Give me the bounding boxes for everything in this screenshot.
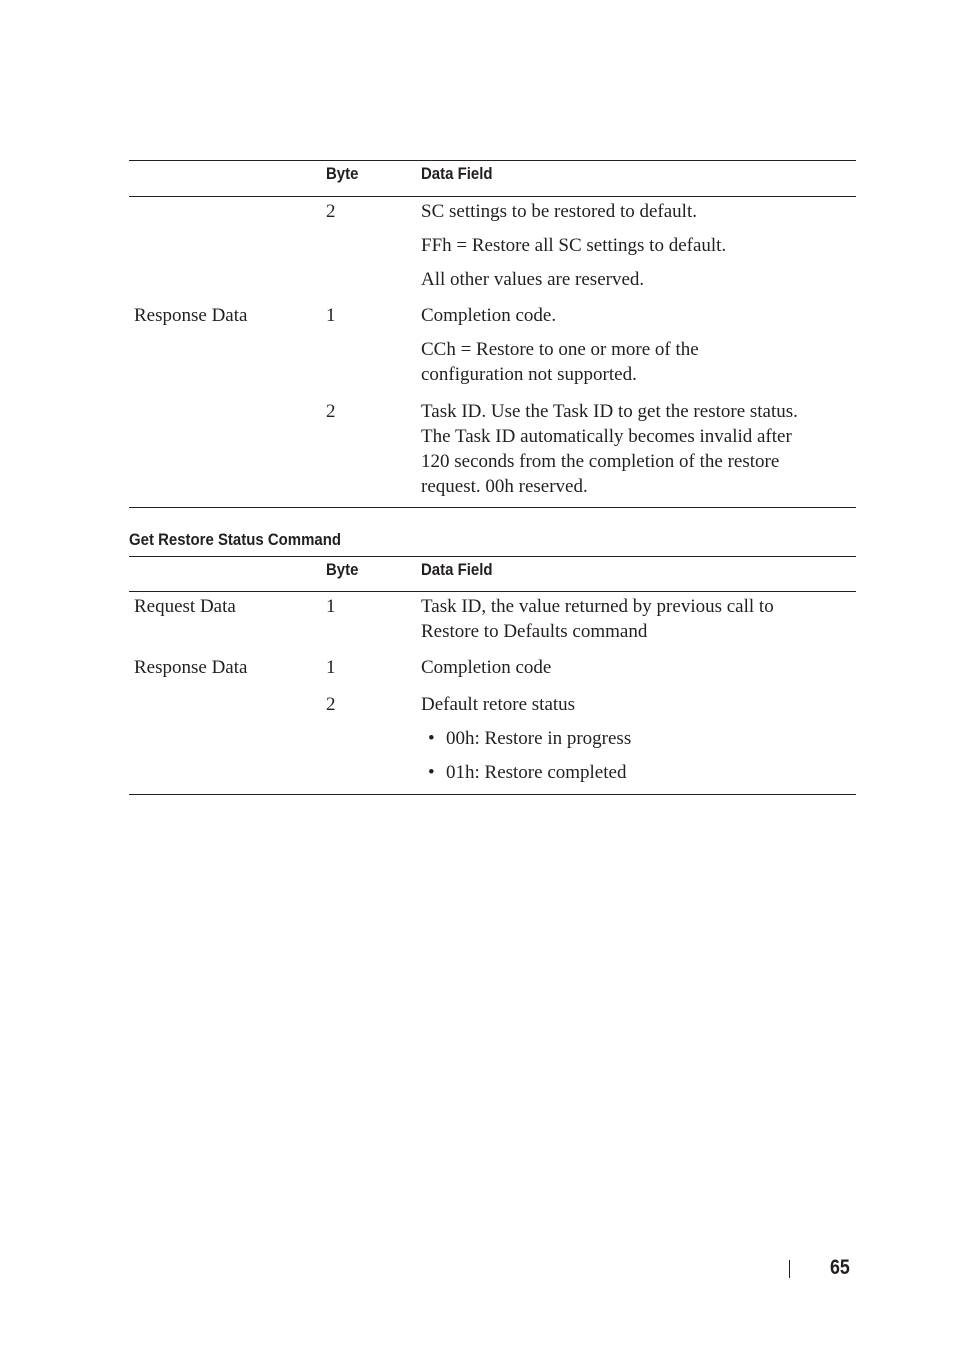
table1-row1-line2: FFh = Restore all SC settings to default. xyxy=(421,235,727,256)
footer-divider xyxy=(789,1260,790,1278)
table2-row3-line1: Default retore status xyxy=(421,694,576,715)
table2-row3-bullet1 xyxy=(428,726,631,751)
table2-row1-line2: Restore to Defaults command xyxy=(421,621,648,642)
table1-row3-byte: 2 xyxy=(326,401,336,422)
table1-row2-section: Response Data xyxy=(134,305,248,326)
bullet-icon: • xyxy=(428,762,435,783)
table2-row1-section: Request Data xyxy=(134,596,236,617)
table2-row2-byte: 1 xyxy=(326,657,336,678)
table1-row3-line3: 120 seconds from the completion of the restore xyxy=(421,451,780,472)
table1-row1-byte: 2 xyxy=(326,201,336,222)
table1-header-rule xyxy=(129,196,856,197)
table1-row1-line3: All other values are reserved. xyxy=(421,269,645,290)
table2-header-data-field: Data Field xyxy=(421,560,493,579)
table2-top-rule xyxy=(129,556,856,557)
table1-row2-line1: Completion code. xyxy=(421,305,557,326)
table2-header-rule xyxy=(129,591,856,592)
table2-bottom-rule xyxy=(129,794,856,795)
table1-row1-line1: SC settings to be restored to default. xyxy=(421,201,697,222)
table1-row3-line2: The Task ID automatically becomes invalid after xyxy=(421,426,792,447)
table2-header-byte: Byte xyxy=(326,560,359,579)
table2-row1-byte: 1 xyxy=(326,596,336,617)
table2-caption: Get Restore Status Command xyxy=(129,530,341,549)
table1-top-rule xyxy=(129,160,856,161)
table2-row2-line1: Completion code xyxy=(421,657,552,678)
bullet-text: 01h: Restore completed xyxy=(446,762,627,783)
table1-header-byte: Byte xyxy=(326,164,359,183)
table1-row3-line1: Task ID. Use the Task ID to get the restore status. xyxy=(421,401,798,422)
table2-row3-bullet2 xyxy=(428,760,626,785)
table1-row2-line2: CCh = Restore to one or more of the xyxy=(421,339,699,360)
table2-row2-section: Response Data xyxy=(134,657,248,678)
table1-header-data-field: Data Field xyxy=(421,164,493,183)
table1-bottom-rule xyxy=(129,507,856,508)
table1-row2-line3: configuration not supported. xyxy=(421,364,637,385)
bullet-icon: • xyxy=(428,728,435,749)
bullet-text: 00h: Restore in progress xyxy=(446,728,632,749)
table2-row3-byte: 2 xyxy=(326,694,336,715)
table2-row1-line1: Task ID, the value returned by previous call to xyxy=(421,596,774,617)
page-number: 65 xyxy=(830,1256,850,1279)
table1-row2-byte: 1 xyxy=(326,305,336,326)
table1-row3-line4: request. 00h reserved. xyxy=(421,476,588,497)
